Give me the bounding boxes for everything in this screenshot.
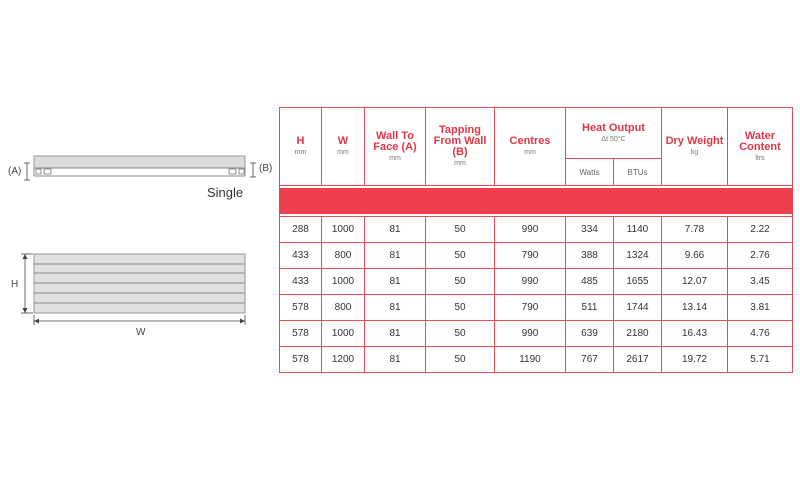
header-centres: Centres mm bbox=[495, 108, 566, 186]
header-w: W mm bbox=[322, 108, 365, 186]
cell-btus: 1324 bbox=[614, 243, 662, 269]
cell-dry-weight: 16.43 bbox=[662, 321, 728, 347]
cell-h: 288 bbox=[280, 217, 322, 243]
cell-watts: 485 bbox=[566, 269, 614, 295]
cell-centres: 990 bbox=[495, 269, 566, 295]
cell-btus: 1744 bbox=[614, 295, 662, 321]
cell-wall-to-face: 81 bbox=[365, 347, 426, 373]
cell-w: 800 bbox=[322, 243, 365, 269]
cell-tapping: 50 bbox=[426, 243, 495, 269]
cell-tapping: 50 bbox=[426, 295, 495, 321]
header-btus: BTUs bbox=[614, 159, 662, 186]
cell-watts: 767 bbox=[566, 347, 614, 373]
header-h: H mm bbox=[280, 108, 322, 186]
front-view bbox=[21, 254, 245, 325]
table-row bbox=[280, 347, 793, 373]
cell-watts: 388 bbox=[566, 243, 614, 269]
table-row bbox=[280, 243, 793, 269]
cell-centres: 990 bbox=[495, 321, 566, 347]
table-row bbox=[280, 295, 793, 321]
header-water-content: Water Content ltrs bbox=[728, 108, 793, 186]
cell-w: 1000 bbox=[322, 321, 365, 347]
cell-dry-weight: 13.14 bbox=[662, 295, 728, 321]
cell-dry-weight: 9.66 bbox=[662, 243, 728, 269]
cell-btus: 2180 bbox=[614, 321, 662, 347]
cell-w: 1000 bbox=[322, 269, 365, 295]
table-row bbox=[280, 269, 793, 295]
cell-w: 1000 bbox=[322, 217, 365, 243]
cell-h: 578 bbox=[280, 295, 322, 321]
cell-water-content: 3.81 bbox=[728, 295, 793, 321]
cell-tapping: 50 bbox=[426, 347, 495, 373]
header-tapping-from-wall: Tapping From Wall (B) mm bbox=[426, 108, 495, 186]
cell-btus: 1140 bbox=[614, 217, 662, 243]
cell-watts: 334 bbox=[566, 217, 614, 243]
cell-water-content: 3.45 bbox=[728, 269, 793, 295]
top-view bbox=[24, 156, 256, 180]
dimension-w-label: W bbox=[136, 327, 146, 338]
cell-dry-weight: 7.78 bbox=[662, 217, 728, 243]
cell-watts: 511 bbox=[566, 295, 614, 321]
diagram-caption: Single bbox=[207, 185, 244, 200]
header-heat-output: Heat Output Δt 50°C bbox=[566, 108, 662, 159]
cell-dry-weight: 19.72 bbox=[662, 347, 728, 373]
cell-w: 800 bbox=[322, 295, 365, 321]
cell-water-content: 2.76 bbox=[728, 243, 793, 269]
cell-centres: 790 bbox=[495, 295, 566, 321]
cell-centres: 990 bbox=[495, 217, 566, 243]
cell-water-content: 2.22 bbox=[728, 217, 793, 243]
cell-h: 433 bbox=[280, 269, 322, 295]
cell-centres: 1190 bbox=[495, 347, 566, 373]
header-row bbox=[280, 108, 793, 159]
cell-water-content: 4.76 bbox=[728, 321, 793, 347]
cell-h: 433 bbox=[280, 243, 322, 269]
cell-tapping: 50 bbox=[426, 269, 495, 295]
cell-watts: 639 bbox=[566, 321, 614, 347]
cell-btus: 1655 bbox=[614, 269, 662, 295]
header-dry-weight: Dry Weight kg bbox=[662, 108, 728, 186]
dimension-a-label: (A) bbox=[8, 166, 22, 177]
cell-wall-to-face: 81 bbox=[365, 295, 426, 321]
cell-w: 1200 bbox=[322, 347, 365, 373]
cell-tapping: 50 bbox=[426, 217, 495, 243]
radiator-drawing bbox=[0, 0, 280, 492]
cell-h: 578 bbox=[280, 321, 322, 347]
cell-centres: 790 bbox=[495, 243, 566, 269]
cell-h: 578 bbox=[280, 347, 322, 373]
cell-wall-to-face: 81 bbox=[365, 321, 426, 347]
dimension-b-label: (B) bbox=[259, 163, 273, 174]
cell-wall-to-face: 81 bbox=[365, 269, 426, 295]
cell-wall-to-face: 81 bbox=[365, 217, 426, 243]
cell-tapping: 50 bbox=[426, 321, 495, 347]
table-row bbox=[280, 217, 793, 243]
red-band bbox=[280, 189, 793, 214]
radiator-diagram bbox=[0, 0, 280, 492]
table-row bbox=[280, 321, 793, 347]
header-wall-to-face: Wall To Face (A) mm bbox=[365, 108, 426, 186]
dimension-h-label: H bbox=[11, 279, 19, 290]
cell-wall-to-face: 81 bbox=[365, 243, 426, 269]
cell-dry-weight: 12.07 bbox=[662, 269, 728, 295]
header-watts: Watts bbox=[566, 159, 614, 186]
cell-btus: 2617 bbox=[614, 347, 662, 373]
cell-water-content: 5.71 bbox=[728, 347, 793, 373]
spec-table bbox=[279, 107, 793, 373]
